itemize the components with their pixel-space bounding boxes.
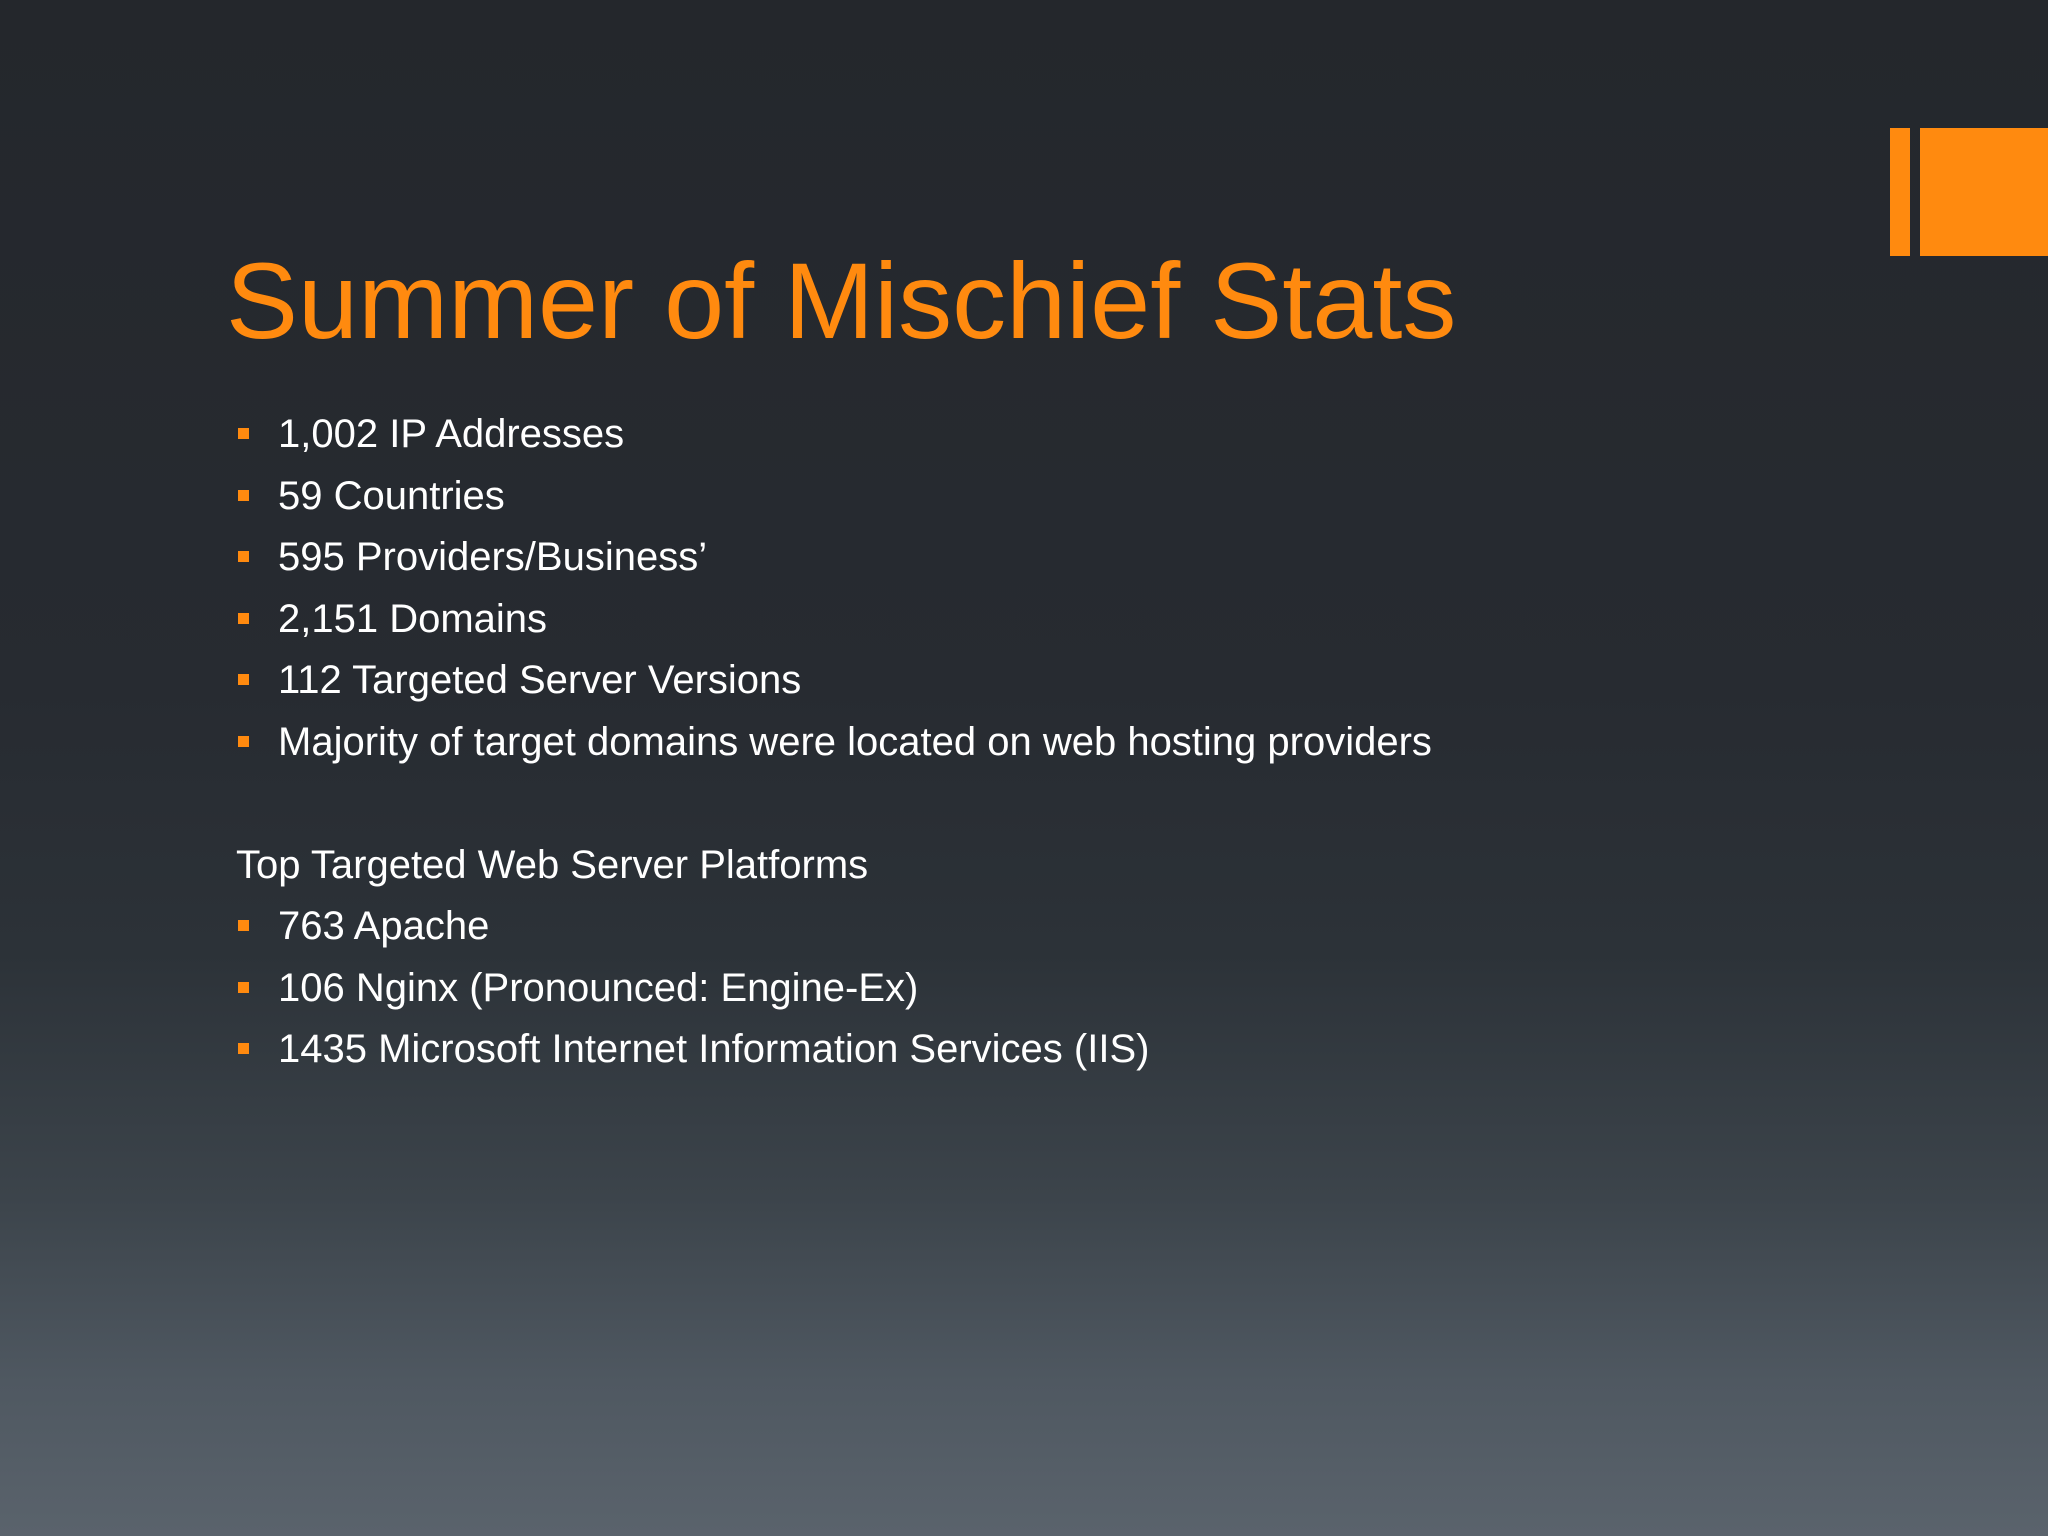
- list-item: [236, 1019, 1876, 1081]
- list-item-text: 595 Providers/Business’: [278, 535, 708, 579]
- list-item: [236, 404, 1876, 466]
- list-item: [236, 712, 1876, 774]
- list-item-text: Majority of target domains were located on web hosting providers: [278, 719, 1432, 764]
- stats-list: [236, 404, 1876, 773]
- bullet-square-icon: [238, 490, 249, 501]
- list-item-text: 763 Apache: [278, 904, 490, 948]
- list-item: [236, 958, 1876, 1020]
- list-item-text: 59 Countries: [278, 473, 505, 518]
- platforms-heading: Top Targeted Web Server Platforms: [236, 842, 869, 887]
- bullet-square-icon: [238, 920, 249, 931]
- bullet-square-icon: [238, 982, 249, 993]
- list-item: [236, 527, 1876, 589]
- accent-bar: [1890, 128, 1910, 256]
- bullet-square-icon: [238, 428, 249, 439]
- platforms-list: [236, 896, 1876, 1081]
- accent-block: [1920, 128, 2048, 256]
- bullet-square-icon: [238, 551, 249, 562]
- bullet-square-icon: [238, 736, 249, 747]
- list-item: [236, 466, 1876, 528]
- list-item: [236, 896, 1876, 958]
- list-item-text: 106 Nginx (Pronounced: Engine-Ex): [278, 965, 919, 1010]
- bullet-square-icon: [238, 613, 249, 624]
- slide-title: Summer of Mischief Stats: [226, 240, 1457, 361]
- list-item-text: 2,151 Domains: [278, 596, 548, 641]
- list-item-text: 112 Targeted Server Versions: [278, 658, 802, 702]
- slide-content: [236, 404, 1876, 1081]
- spacer: [236, 773, 1876, 835]
- bullet-square-icon: [238, 674, 249, 685]
- list-item-text: 1,002 IP Addresses: [278, 412, 625, 456]
- list-item: [236, 589, 1876, 651]
- list-item-text: 1435 Microsoft Internet Information Services (IIS): [278, 1027, 1150, 1071]
- list-item: [236, 650, 1876, 712]
- bullet-square-icon: [238, 1043, 249, 1054]
